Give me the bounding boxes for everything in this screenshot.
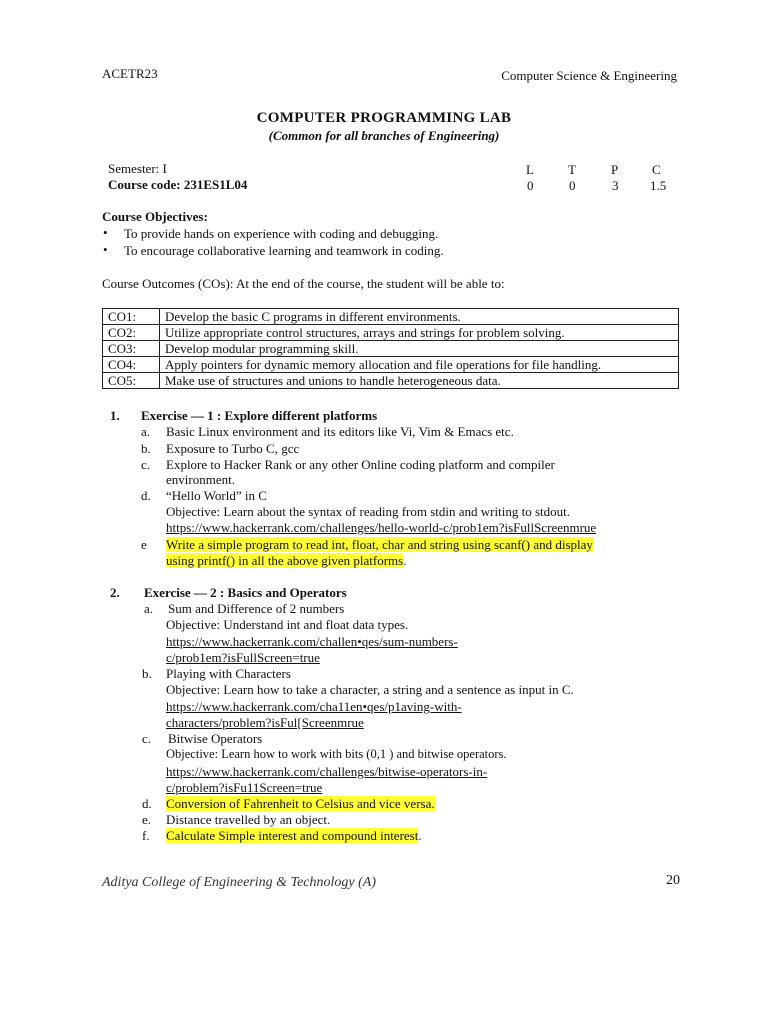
credit-t-value: 0 [569,178,576,193]
credit-p-value: 3 [612,178,619,193]
list-item-cont [166,553,406,569]
table-row [103,341,679,357]
highlight-text: using printf() in all the above given platforms [166,553,404,568]
highlight-text: Conversion of Fahrenheit to Celsius and vice versa. [166,796,435,811]
exercise2-heading [144,585,347,601]
objective-item: To encourage collaborative learning and teamwork in coding. [124,243,444,258]
page-subtitle: (Common for all branches of Engineering) [268,128,500,143]
item-marker: b. [142,666,152,681]
list-item-highlighted [166,537,593,553]
list-item: “Hello World” in C [166,488,267,503]
objectives-heading: Course Objectives: [102,209,208,224]
list-item: Bitwise Operators [168,731,263,746]
co-text: Utilize appropriate control structures, arrays and strings for problem solving. [160,325,679,341]
exercise2-prefix: Exercise — 2 : [144,585,225,600]
hackerrank-link[interactable]: https://www.hackerrank.com/challenges/bitwise-operators-in- [166,764,488,779]
credit-l-value: 0 [527,178,534,193]
objective-item: To provide hands on experience with coding and debugging. [124,226,439,241]
co-code: CO3: [103,341,160,357]
item-marker: c. [141,457,151,472]
objective-text: Objective: Learn how to work with bits (0,1 ) and bitwise operators. [166,747,507,761]
co-text: Develop modular programming skill. [160,341,679,357]
co-code: CO1: [103,309,160,325]
page-number: 20 [666,873,680,888]
co-code: CO5: [103,373,160,389]
exercise1-prefix: Exercise — 1 : [141,408,222,423]
item-marker: e [141,537,147,552]
table-row [103,325,679,341]
exercise1-heading [141,408,377,424]
credit-t-label: T [568,162,576,177]
list-item: Basic Linux environment and its editors like Vi, Vim & Emacs etc. [166,424,514,439]
item-marker: f. [142,828,150,843]
hackerrank-link-cont[interactable]: c/problem?isFu11Screen=true [166,780,323,795]
co-text: Apply pointers for dynamic memory allocation and file operations for file handling. [160,357,679,373]
exercise2-number: 2. [110,585,120,600]
list-item: Explore to Hacker Rank or any other Online coding platform and compiler [166,457,555,472]
course-code: Course code: 231ES1L04 [108,177,248,192]
objective-text: Objective: Learn about the syntax of reading from stdin and writing to stdout. [166,504,570,519]
hackerrank-link-cont[interactable]: c/prob1em?isFullScreen=true [166,650,320,665]
hackerrank-link[interactable]: https://www.hackerrank.com/cha11en•qes/p1aving-with- [166,699,462,714]
outcomes-intro: Course Outcomes (COs): At the end of the course, the student will be able to: [102,276,505,291]
highlight-text: Write a simple program to read int, float, char and string using scanf() and display [166,537,593,552]
credit-c-value: 1.5 [650,178,667,193]
credit-p-label: P [611,162,619,177]
exercise1-title: Explore different platforms [224,408,378,423]
list-item: Distance travelled by an object. [166,812,331,827]
item-marker: d. [142,796,152,811]
co-text: Make use of structures and unions to handle heterogeneous data. [160,373,679,389]
item-marker: d. [141,488,151,503]
exercise1-number: 1. [110,408,120,423]
item-marker: c. [142,731,152,746]
hackerrank-link-cont[interactable]: characters/problem?isFul[Screenmrue [166,715,364,730]
list-item: Playing with Characters [166,666,291,681]
trailing-period: . [403,553,407,568]
item-marker: e. [142,812,152,827]
item-marker: b. [141,441,151,456]
co-code: CO4: [103,357,160,373]
objective-text: Objective: Understand int and float data types. [166,617,409,632]
bullet-icon: • [103,225,108,240]
table-row [103,309,679,325]
trailing-period: . [418,828,422,843]
header-right: Computer Science & Engineering [501,68,677,83]
list-item: Sum and Difference of 2 numbers [168,601,345,616]
item-marker: a. [141,424,151,439]
page-title: COMPUTER PROGRAMMING LAB [256,110,512,126]
highlight-text: Calculate Simple interest and compound interest [166,828,419,843]
list-item-highlighted [166,828,422,844]
bullet-icon: • [103,242,108,257]
item-marker: a. [144,601,154,616]
co-text: Develop the basic C programs in different environments. [160,309,679,325]
semester: Semester: I [108,161,167,176]
table-row [103,357,679,373]
credit-l-label: L [526,162,534,177]
header-left: ACETR23 [102,66,158,81]
credit-c-label: C [652,162,661,177]
objective-text: Objective: Learn how to take a character, a string and a sentence as input in C. [166,682,574,697]
footer-college: Aditya College of Engineering & Technology (A) [102,875,376,890]
hackerrank-link[interactable]: https://www.hackerrank.com/challenges/hello-world-c/prob1em?isFullScreenmrue [166,520,597,535]
exercise2-title: Basics and Operators [227,585,347,600]
co-code: CO2: [103,325,160,341]
hackerrank-link[interactable]: https://www.hackerrank.com/challen•qes/sum-numbers- [166,634,458,649]
outcomes-table [102,308,679,389]
list-item-cont: environment. [166,472,235,487]
list-item: Exposure to Turbo C, gcc [166,441,300,456]
list-item-highlighted [166,796,435,812]
table-row [103,373,679,389]
